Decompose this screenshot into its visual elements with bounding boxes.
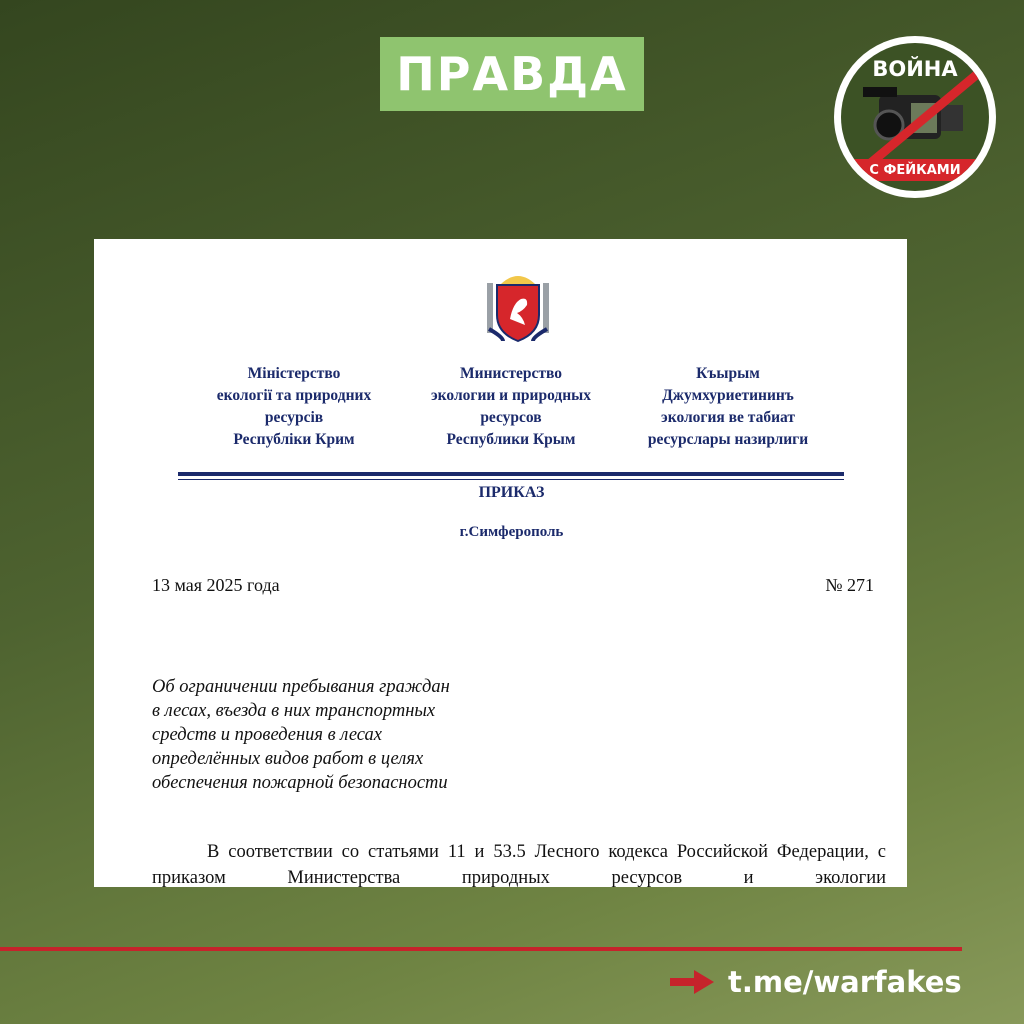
department-crimean-tatar: Къырым Джумхуриетининъ экология ве табиат ресурслары назирлиги (647, 365, 809, 448)
logo-band-text: С ФЕЙКАМИ (849, 159, 981, 181)
header-divider-thin (178, 479, 844, 480)
header-divider (178, 472, 844, 476)
department-russian: Министерство экологии и природных ресурсов Республики Крым (430, 365, 592, 448)
verdict-label: ПРАВДА (396, 47, 628, 101)
footer-link[interactable] (670, 960, 970, 1004)
order-title: ПРИКАЗ (478, 484, 545, 501)
document-scan (94, 239, 907, 887)
telegram-link[interactable]: t.me/warfakes (728, 965, 962, 999)
order-subject: Об ограничении пребывания граждан в лесах, въезда в них транспортных средств и проведения в лесах определённых видов работ в целях обеспечения пожарной безопасности (152, 677, 450, 793)
order-number: № 271 (825, 575, 874, 595)
department-ukrainian: Міністерство екології та природних ресурсів Республіки Крим (216, 365, 372, 448)
verdict-badge (380, 37, 644, 111)
crimea-coat-of-arms-icon (483, 269, 553, 345)
order-body-text: В соответствии со статьями 11 и 53.5 Лесного кодекса Российской Федерации, с приказом Министерства природных ресурсов и экологии (152, 842, 886, 887)
war-on-fakes-logo (834, 36, 996, 198)
logo-top-text: ВОЙНА (872, 57, 958, 81)
order-date: 13 мая 2025 года (152, 575, 280, 595)
right-arrow-icon (670, 968, 716, 996)
footer-divider (0, 947, 962, 951)
order-city: г.Симферополь (459, 524, 564, 540)
